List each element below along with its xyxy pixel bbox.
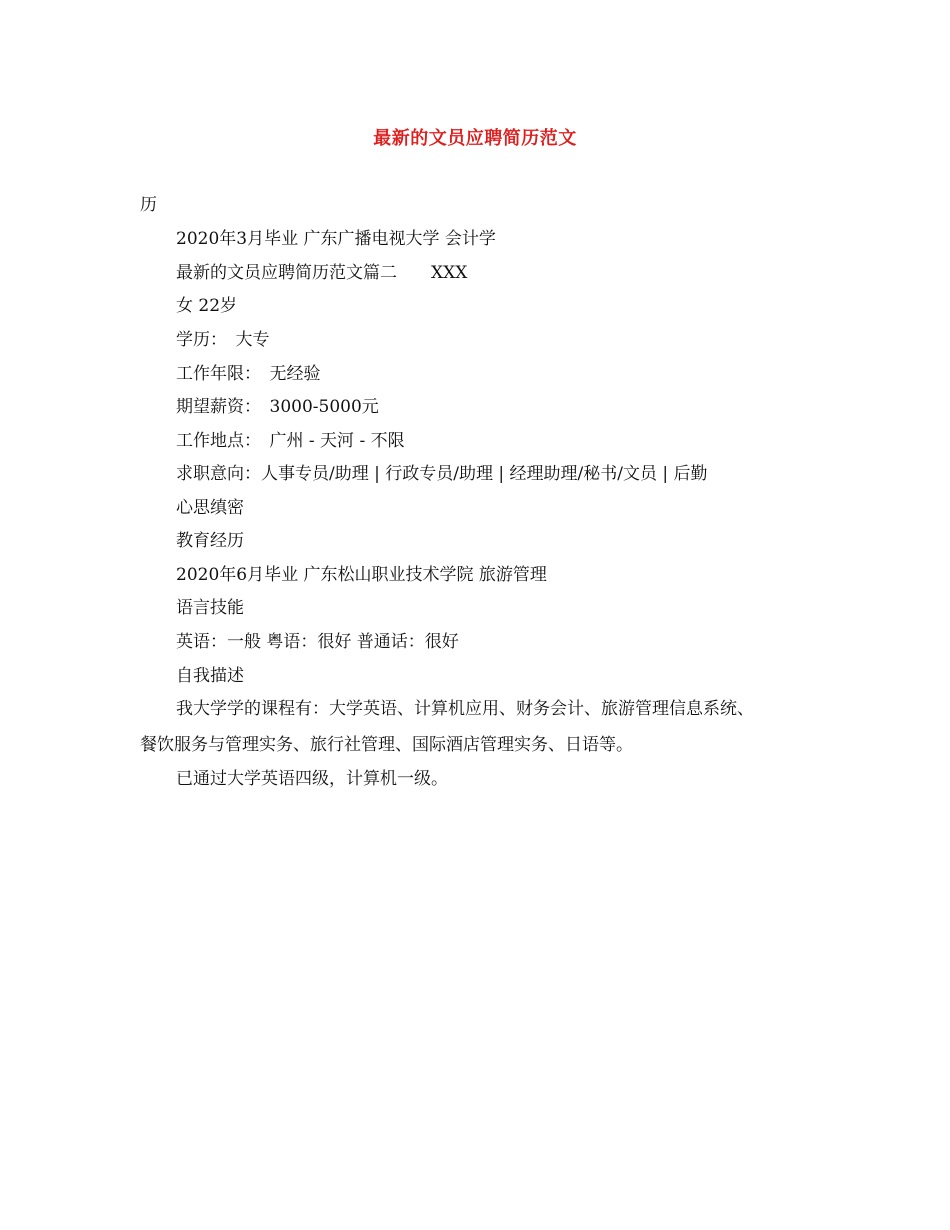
text-line-5: 学历： 大专 [176,330,270,350]
text-line-2: 2020年3月毕业 广东广播电视大学 会计学 [176,229,496,249]
text-line-16: 我大学学的课程有：大学英语、计算机应用、财务会计、旅游管理信息系统、 [176,699,754,719]
text-line-15: 自我描述 [176,666,244,686]
text-line-9: 求职意向：人事专员/助理 | 行政专员/助理 | 经理助理/秘书/文员 | 后勤 [176,464,708,484]
text-line-7: 期望薪资： 3000-5000元 [176,397,379,417]
text-line-13: 语言技能 [176,598,244,618]
text-line-8: 工作地点： 广州 - 天河 - 不限 [176,431,405,451]
text-line-4: 女 22岁 [176,296,238,316]
text-line-3: 最新的文员应聘简历范文篇二 XXX [176,263,468,283]
text-line-10: 心思缜密 [176,498,244,518]
text-line-1: 历 [140,195,157,215]
text-line-17: 餐饮服务与管理实务、旅行社管理、国际酒店管理实务、日语等。 [140,735,633,755]
document-title: 最新的文员应聘简历范文 [373,128,577,149]
text-line-11: 教育经历 [176,531,244,551]
text-line-14: 英语：一般 粤语：很好 普通话：很好 [176,632,459,652]
text-line-6: 工作年限： 无经验 [176,364,321,384]
text-line-12: 2020年6月毕业 广东松山职业技术学院 旅游管理 [176,565,547,585]
text-line-18: 已通过大学英语四级，计算机一级。 [176,769,448,789]
